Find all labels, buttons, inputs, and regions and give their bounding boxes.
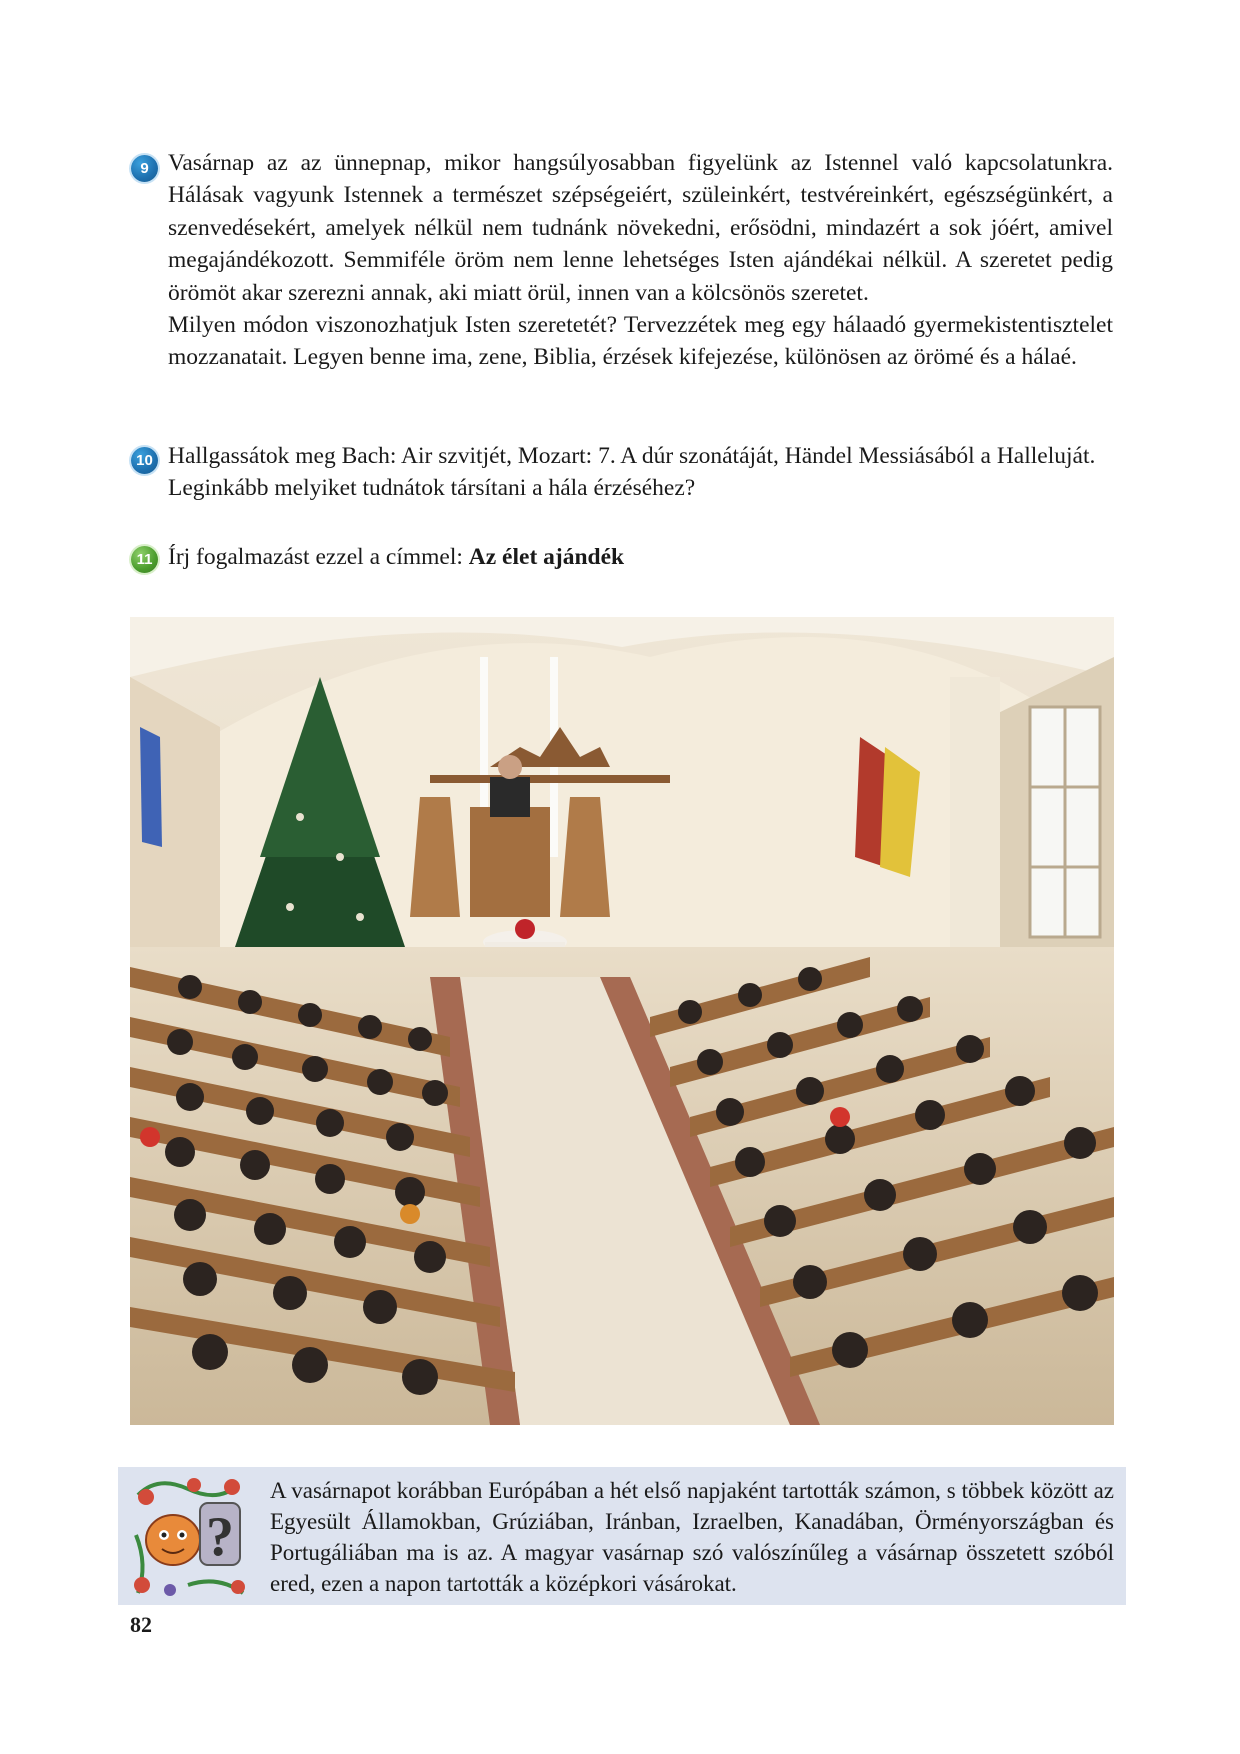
task-10-paragraph-2: Leginkább melyiket tudnátok társítani a hála érzéséhez? xyxy=(168,475,696,502)
task-number-badge: 11 xyxy=(131,546,158,573)
question-mark-character-icon xyxy=(128,1475,250,1599)
task-number-badge: 10 xyxy=(131,447,158,474)
task-number-badge: 9 xyxy=(131,155,158,182)
task-9-paragraph-1: Vasárnap az az ünnepnap, mikor hangsúlyosabban figyelünk az Istennel való kapcsolatunkra. Hálásak vagyunk Istennek a természet szépségeiért, szüleinkért, testvéreinkért, egészségünkért, a szenvedésekért, amelyek nélkül nem tudnánk növekedni, erősödni, mindazért a sok jóért, amivel megajándékozott. Semmiféle öröm nem lenne lehetséges Isten ajándékai nélkül. A szeretet pedig örömöt akar szerezni annak, aki miatt örül, innen van a kölcsönös szeretet. xyxy=(168,150,1113,306)
task-11-text xyxy=(168,541,1113,573)
info-box-text: A vasárnapot korábban Európában a hét első napjaként tartották számon, s többek között az Egyesült Államokban, Grúziában, Iránban, Izraelben, Kanadában, Örményországban és Portugáliában ma is az. A magyar vasárnap szó valószínűleg a vásárnap összetett szóból ered, ezen a napon tartották a középkori vásárokat. xyxy=(270,1478,1114,1596)
church-interior-photo xyxy=(130,617,1114,1425)
task-10 xyxy=(168,440,1113,505)
task-9 xyxy=(168,147,1113,374)
church-interior-illustration xyxy=(130,617,1114,1425)
page-number: 82 xyxy=(130,1612,152,1637)
task-9-paragraph-2: Milyen módon viszonozhatjuk Isten szeretetét? Tervezzétek meg egy hálaadó gyermekistentisztelet mozzanatait. Legyen benne ima, zene, Biblia, érzések kifejezése, különösen az örömé és a hálaé. xyxy=(168,312,1113,371)
task-11 xyxy=(168,541,1113,573)
info-box xyxy=(118,1467,1126,1605)
task-11-prefix: Írj fogalmazást ezzel a címmel: xyxy=(168,544,469,570)
svg-text:?: ? xyxy=(206,1506,234,1568)
task-10-paragraph-1: Hallgassátok meg Bach: Air szvitjét, Mozart: 7. A dúr szonátáját, Händel Messiásából a Halleluját. xyxy=(168,443,1096,469)
essay-title: Az élet ajándék xyxy=(468,544,625,570)
